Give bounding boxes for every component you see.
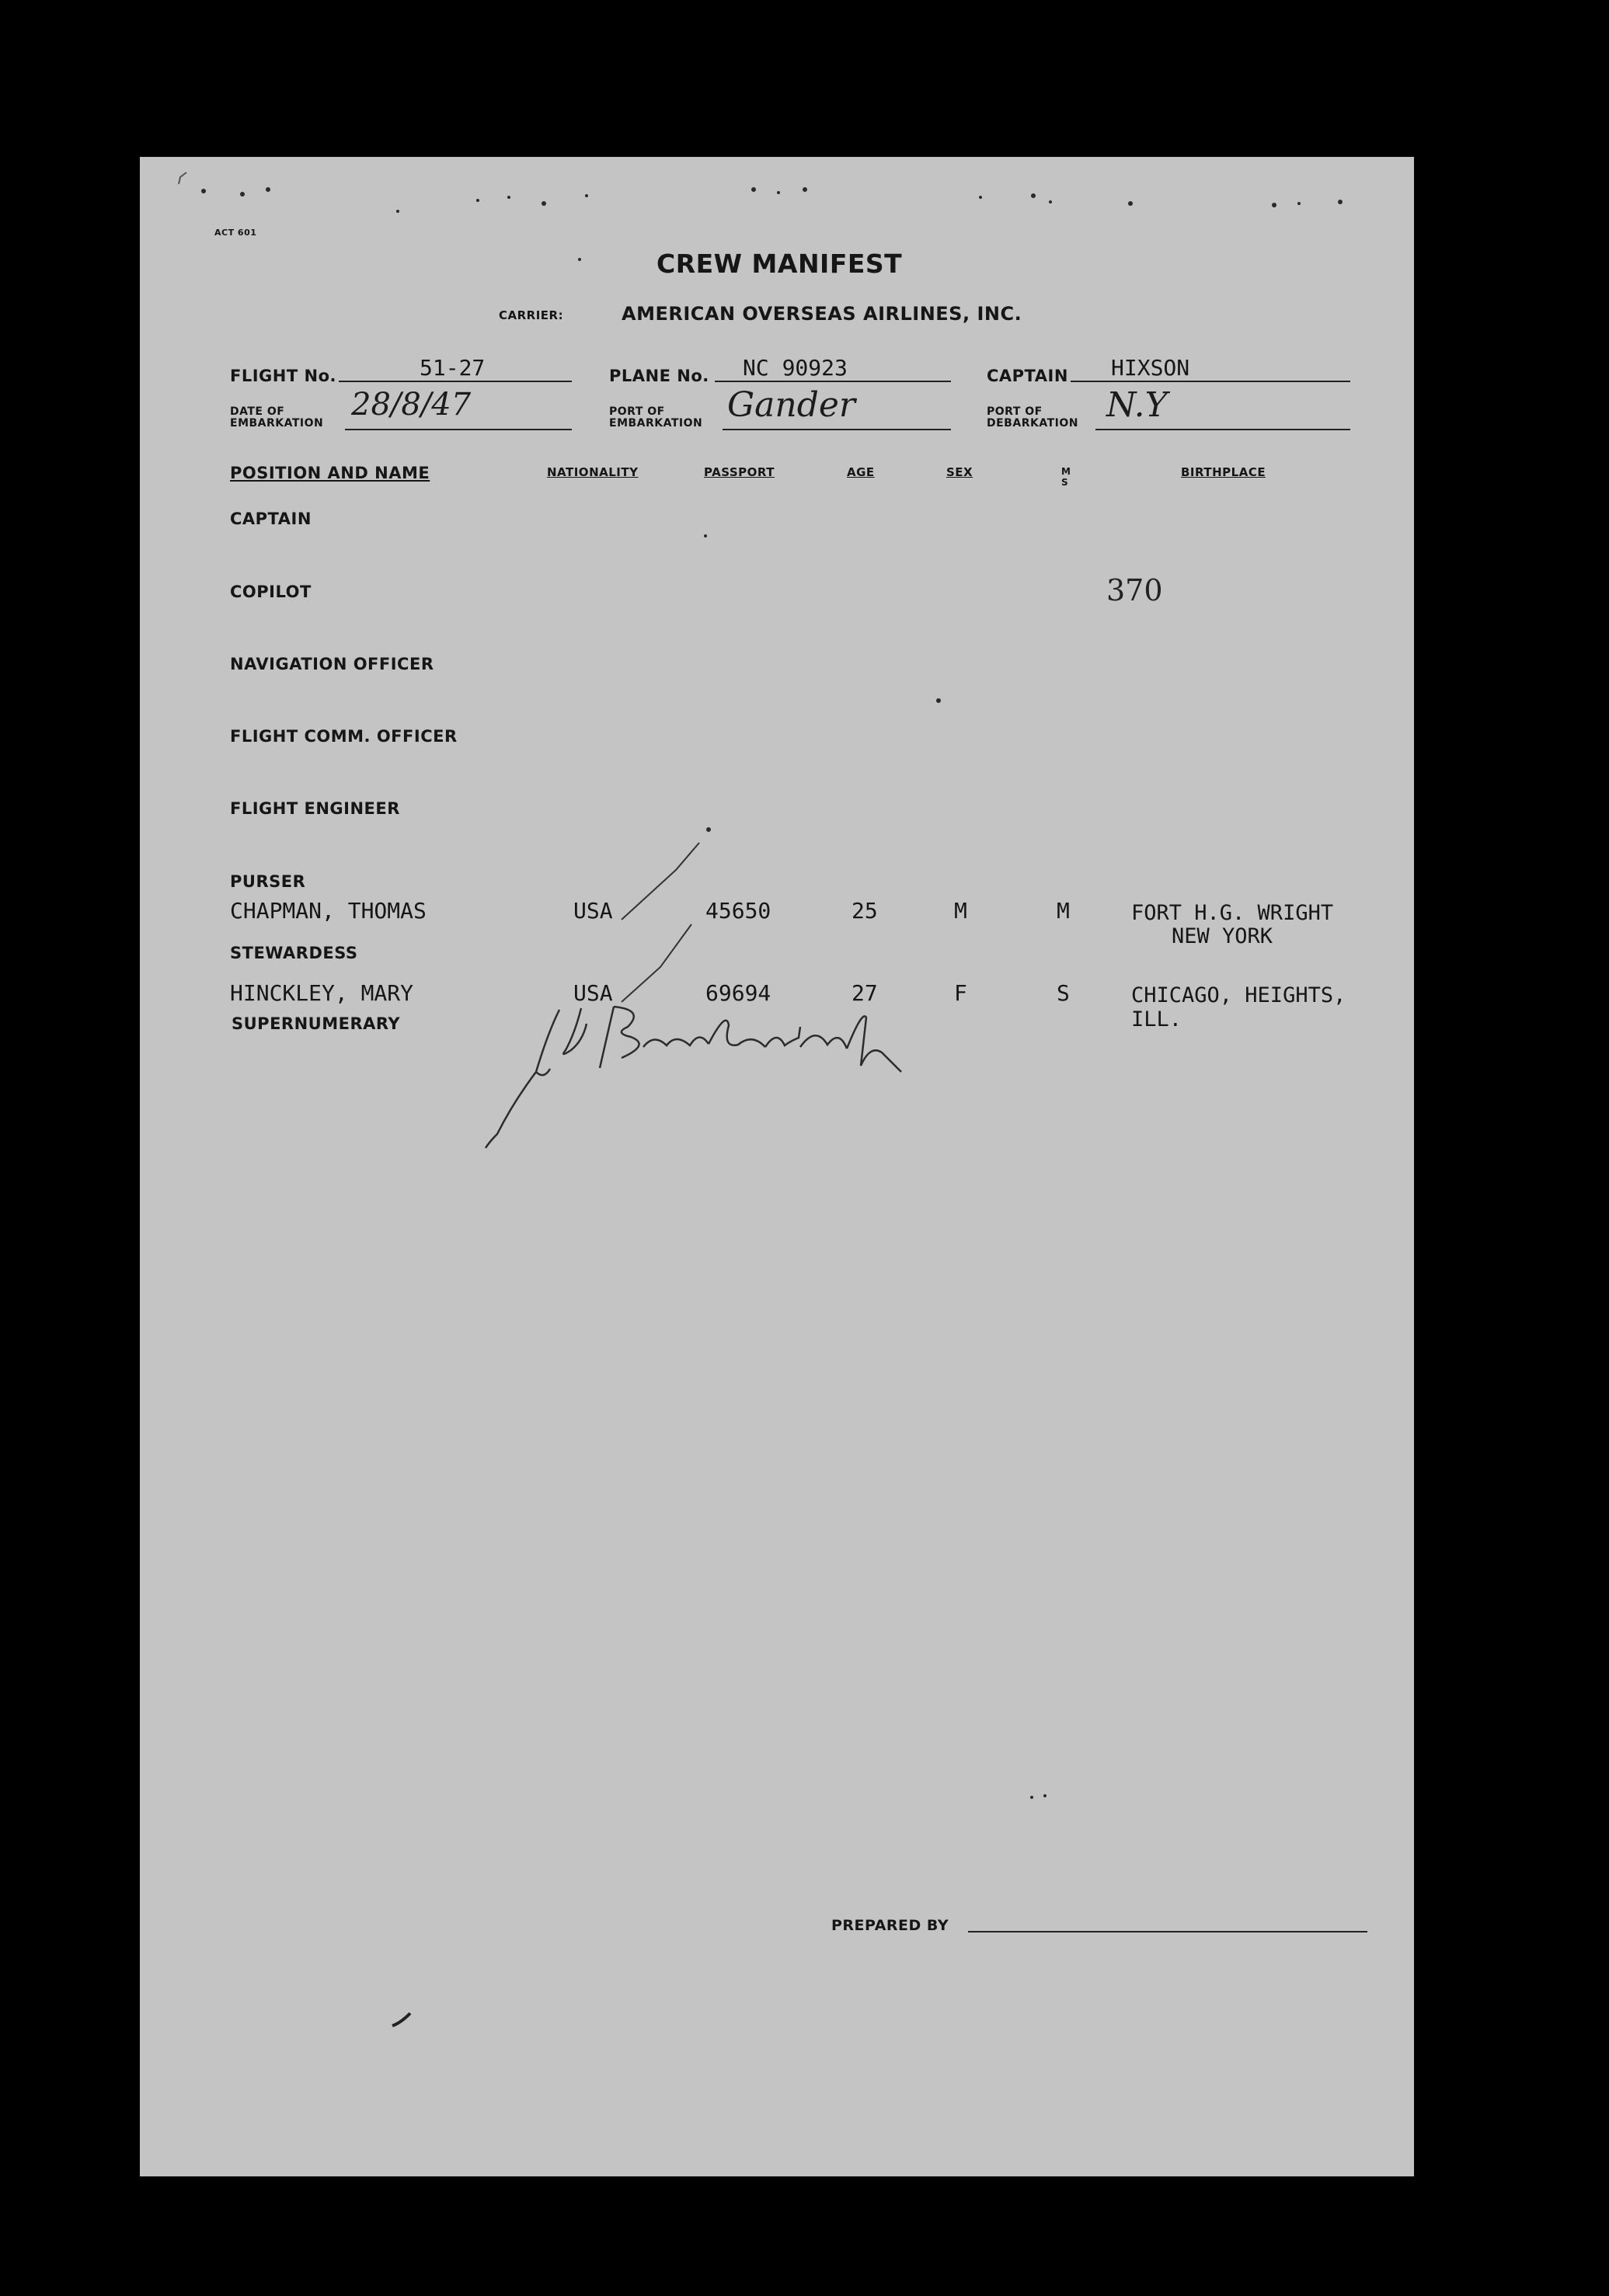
crew-2-age: 27 — [852, 980, 878, 1006]
crew-1-age: 25 — [852, 898, 878, 924]
crew-1-sex: M — [954, 898, 967, 924]
captain-label: CAPTAIN — [987, 367, 1068, 385]
column-header-ms-2: S — [1061, 477, 1069, 488]
position-navigation-officer: NAVIGATION OFFICER — [230, 655, 434, 673]
column-header-ms-1: M — [1061, 466, 1071, 477]
plane-no-value: NC 90923 — [743, 355, 848, 381]
column-header-age: AGE — [847, 465, 875, 479]
column-header-passport: PASSPORT — [704, 465, 775, 479]
crew-1-passport: 45650 — [705, 898, 771, 924]
carrier-label: CARRIER: — [499, 308, 564, 322]
port-embarkation-value: Gander — [727, 385, 855, 425]
speckle-marks — [201, 187, 1343, 1799]
check-stroke-1 — [622, 843, 699, 920]
port-embarkation-label-1: PORT OF — [609, 405, 665, 418]
crew-2-name: HINCKLEY, MARY — [230, 980, 414, 1006]
crew-2-sex: F — [954, 980, 967, 1006]
date-value: 28/8/47 — [351, 387, 472, 423]
position-stewardess: STEWARDESS — [230, 944, 358, 962]
crew-2-passport: 69694 — [705, 980, 771, 1006]
port-debarkation-label-2: DEBARKATION — [987, 417, 1078, 430]
column-header-birthplace: BIRTHPLACE — [1181, 465, 1266, 479]
plane-no-label: PLANE No. — [609, 367, 709, 385]
prepared-by-label: PREPARED BY — [831, 1917, 949, 1934]
captain-value: HIXSON — [1111, 355, 1190, 381]
crew-2-marital: S — [1057, 980, 1070, 1006]
crew-2-birthplace-line-2: ILL. — [1131, 1007, 1182, 1031]
check-stroke-2 — [622, 924, 691, 1002]
crew-2-birthplace-line-1: CHICAGO, HEIGHTS, — [1131, 983, 1346, 1007]
position-captain: CAPTAIN — [230, 510, 312, 528]
position-supernumerary: SUPERNUMERARY — [232, 1014, 401, 1033]
form-number: ACT 601 — [214, 228, 257, 238]
crew-2-nationality: USA — [573, 980, 613, 1006]
stray-mark — [392, 2013, 410, 2026]
page-corner-mark — [179, 172, 186, 184]
crew-1-birthplace-line-1: FORT H.G. WRIGHT — [1131, 901, 1334, 925]
column-header-position-name: POSITION AND NAME — [230, 464, 430, 482]
stamp-number: 370 — [1106, 573, 1163, 607]
flight-no-label: FLIGHT No. — [230, 367, 336, 385]
crew-1-birthplace-line-2: NEW YORK — [1172, 924, 1273, 948]
port-debarkation-label-1: PORT OF — [987, 405, 1043, 418]
position-copilot: COPILOT — [230, 583, 312, 601]
crew-1-nationality: USA — [573, 898, 613, 924]
date-embarkation-label-2: EMBARKATION — [230, 417, 324, 430]
crew-1-marital: M — [1057, 898, 1070, 924]
port-embarkation-label-2: EMBARKATION — [609, 417, 703, 430]
carrier-name: AMERICAN OVERSEAS AIRLINES, INC. — [622, 303, 1022, 325]
page-title: CREW MANIFEST — [656, 249, 903, 279]
port-debarkation-value: N.Y — [1106, 385, 1168, 425]
column-header-nationality: NATIONALITY — [547, 465, 639, 479]
signature — [486, 1007, 901, 1148]
position-purser: PURSER — [230, 872, 306, 891]
date-embarkation-label-1: DATE OF — [230, 405, 285, 418]
position-flight-comm-officer: FLIGHT COMM. OFFICER — [230, 727, 458, 746]
position-flight-engineer: FLIGHT ENGINEER — [230, 799, 400, 818]
crew-1-name: CHAPMAN, THOMAS — [230, 898, 427, 924]
column-header-sex: SEX — [946, 465, 973, 479]
prepared-by-line — [968, 1931, 1367, 1932]
flight-no-value: 51-27 — [420, 355, 486, 381]
